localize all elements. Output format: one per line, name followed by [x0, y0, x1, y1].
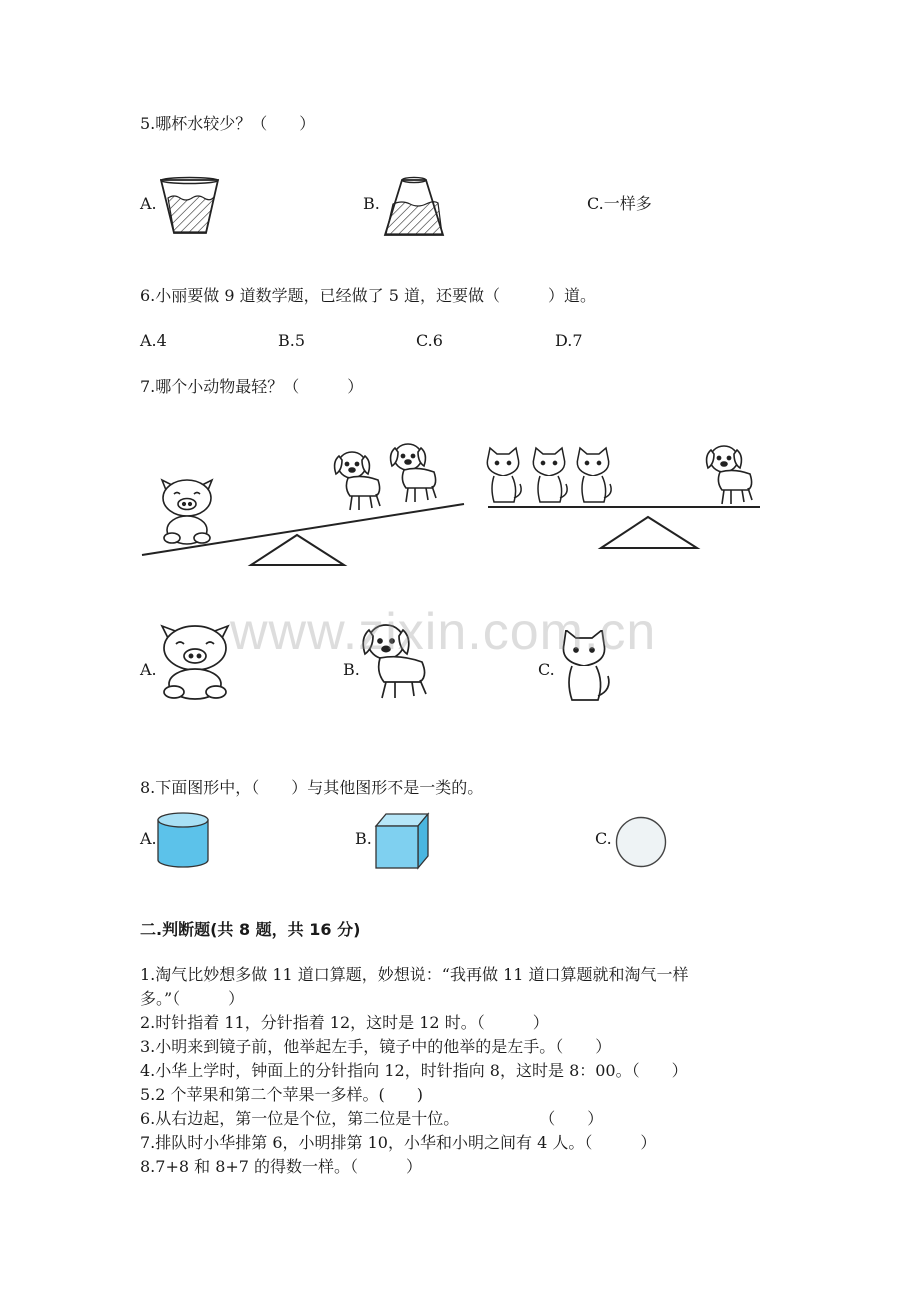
- q8-stem: 8.下面图形中，（ ）与其他图形不是一类的。: [140, 778, 484, 797]
- judge-item: 5.2 个苹果和第二个苹果一多样。( ): [140, 1085, 424, 1104]
- q6-option-a: A.4: [140, 331, 167, 350]
- q5-cup-b-icon: [382, 174, 446, 238]
- dog-icon: [335, 452, 380, 510]
- q7-stem: 7.哪个小动物最轻？（ ）: [140, 377, 364, 396]
- q8-option-c-label: C.: [595, 829, 612, 848]
- q8-cylinder-icon: [155, 812, 211, 870]
- q6-option-c: C.6: [416, 331, 443, 350]
- pig-icon: [162, 480, 212, 544]
- judge-item: 1.淘气比妙想多做 11 道口算题，妙想说：“我再做 11 道口算题就和淘气一样: [140, 965, 689, 984]
- balance-cats-vs-dog: [484, 438, 764, 552]
- judge-item: 8.7+8 和 8+7 的得数一样。（ ）: [140, 1157, 423, 1176]
- q8-cube-icon: [372, 812, 432, 870]
- dog-icon: [391, 444, 436, 502]
- q5-stem: 5.哪杯水较少？（ ）: [140, 114, 316, 133]
- dog-icon: [707, 446, 752, 504]
- q8-circle-icon: [614, 815, 668, 869]
- q5-option-a-label: A.: [140, 194, 157, 213]
- q6-option-d: D.7: [555, 331, 583, 350]
- q6-option-b: B.5: [278, 331, 306, 350]
- seesaw-pig-vs-dogs: [138, 438, 468, 570]
- watermark: www.zixin.com.cn: [230, 603, 657, 661]
- cat-icon: [577, 448, 611, 502]
- judge-item: 4.小华上学时，钟面上的分针指向 12，时针指向 8，这时是 8：00。（ ）: [140, 1061, 688, 1080]
- q7-option-a-label: A.: [140, 660, 157, 679]
- judge-item: 2.时针指着 11，分针指着 12，这时是 12 时。（ ）: [140, 1013, 549, 1032]
- q7-pig-icon: [160, 624, 232, 700]
- judge-item: 7.排队时小华排第 6，小明排第 10，小华和小明之间有 4 人。（ ）: [140, 1133, 657, 1152]
- judge-item: 多。”（ ）: [140, 989, 245, 1008]
- q5-option-b-label: B.: [363, 194, 380, 213]
- q8-option-b-label: B.: [355, 829, 372, 848]
- q7-option-c-label: C.: [538, 660, 555, 679]
- judge-item: 3.小明来到镜子前，他举起左手，镜子中的他举的是左手。（ ）: [140, 1037, 612, 1056]
- q7-option-b-label: B.: [343, 660, 360, 679]
- judge-item: 6.从右边起，第一位是个位，第二位是十位。 （ ）: [140, 1109, 604, 1128]
- cat-icon: [487, 448, 521, 502]
- q5-cup-a-icon: [160, 176, 220, 238]
- section-2-title: 二.判断题(共 8 题，共 16 分): [140, 920, 361, 939]
- q8-option-a-label: A.: [140, 829, 157, 848]
- q6-stem: 6.小丽要做 9 道数学题，已经做了 5 道，还要做（ ）道。: [140, 286, 596, 305]
- q5-option-c: C.一样多: [587, 194, 652, 213]
- cat-icon: [533, 448, 567, 502]
